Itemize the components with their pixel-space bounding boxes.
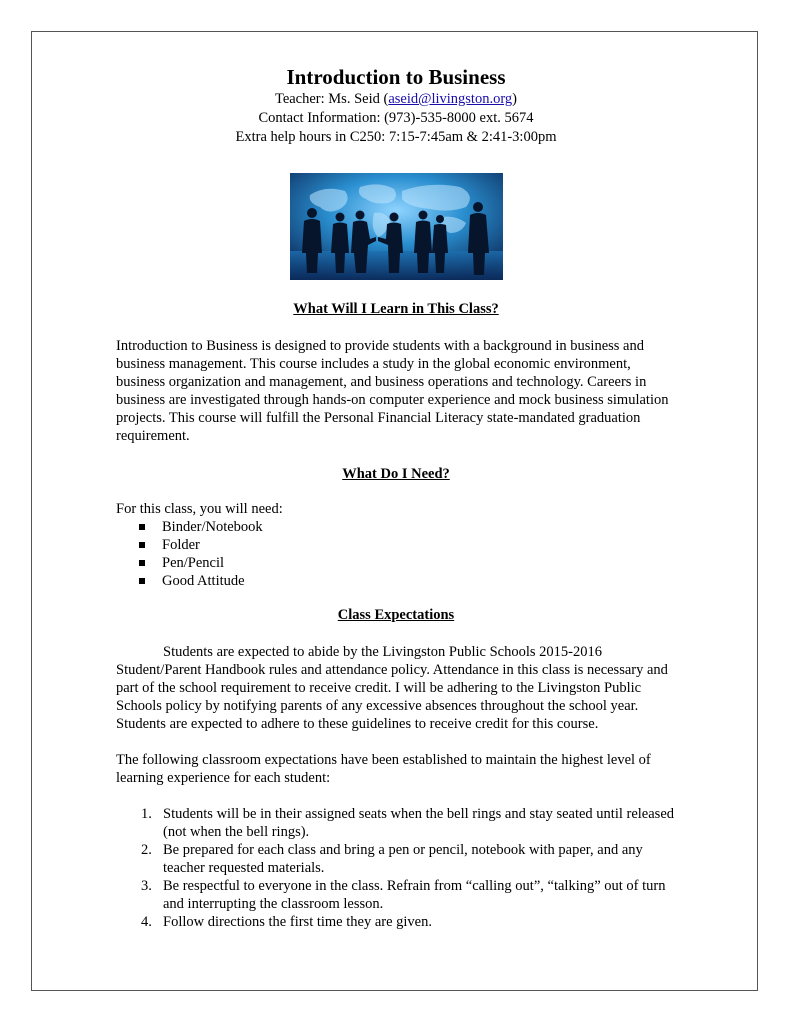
list-item (141, 877, 676, 913)
supply-item-label: Folder (162, 537, 200, 553)
list-number: 4. (141, 914, 152, 930)
section-heading-expectations: Class Expectations (337, 607, 455, 623)
square-bullet-icon (139, 578, 145, 584)
contact-info: Contact Information: (973)-535-8000 ext. 5674 (258, 110, 534, 126)
expectation-text: Be respectful to everyone in the class. Refrain from “calling out”, “talking” out of turn and interrupting the classroom lesson. (163, 878, 666, 912)
help-hours: Extra help hours in C250: 7:15-7:45am & 2:41-3:00pm (235, 129, 557, 145)
teacher-prefix: Teacher: Ms. Seid ( (274, 91, 389, 107)
teacher-line (116, 90, 676, 109)
list-item (137, 518, 676, 536)
list-item (141, 913, 676, 931)
list-number: 3. (141, 878, 152, 894)
square-bullet-icon (139, 560, 145, 566)
square-bullet-icon (139, 542, 145, 548)
supply-item-label: Binder/Notebook (162, 519, 263, 535)
list-number: 2. (141, 842, 152, 858)
supply-item-label: Good Attitude (162, 573, 245, 589)
learn-paragraph: Introduction to Business is designed to provide students with a background in business and business management. This course includes a study in the global economic environment, business organization and management, and business operations and technology. Careers in business are investigated through hands-on computer experience and mock business simulation projects. This course will fulfill the Personal Financial Literacy state-mandated graduation requirement. (116, 338, 669, 444)
list-item (141, 841, 676, 877)
list-item (137, 536, 676, 554)
teacher-suffix: ) (512, 91, 518, 107)
need-intro: For this class, you will need: (116, 501, 283, 517)
document-title: Introduction to Business (286, 65, 506, 89)
list-item (141, 805, 676, 841)
expectation-text: Students will be in their assigned seats when the bell rings and stay seated until released (not when the bell rings). (163, 806, 675, 840)
list-number: 1. (141, 806, 152, 822)
expectations-paragraph: Students are expected to abide by the Livingston Public Schools 2015-2016 Student/Parent Handbook rules and attendance policy. Attendance in this class is necessary and part of the school requirement to receive credit. I will be adhering to the Livingston Public Schools policy by notifying parents of any excessive absences throughout the school year. Students are expected to adhere to these guidelines to receive credit for this course. (116, 644, 668, 732)
list-item (137, 572, 676, 590)
supplies-list (116, 518, 676, 590)
section-heading-need: What Do I Need? (342, 466, 450, 482)
supply-item-label: Pen/Pencil (162, 555, 225, 571)
section-heading-learn: What Will I Learn in This Class? (293, 301, 499, 317)
expectations-list (116, 805, 676, 931)
expectation-text: Be prepared for each class and bring a pen or pencil, notebook with paper, and any teacher requested materials. (163, 842, 643, 876)
teacher-email-link[interactable]: aseid@livingston.org (388, 91, 513, 107)
document-body (116, 64, 676, 931)
business-people-world-map-image (290, 173, 503, 280)
list-item (137, 554, 676, 572)
expectation-text: Follow directions the first time they are given. (163, 914, 432, 930)
square-bullet-icon (139, 524, 145, 530)
expectations-intro: The following classroom expectations have been established to maintain the highest level of learning experience for each student: (116, 752, 651, 786)
